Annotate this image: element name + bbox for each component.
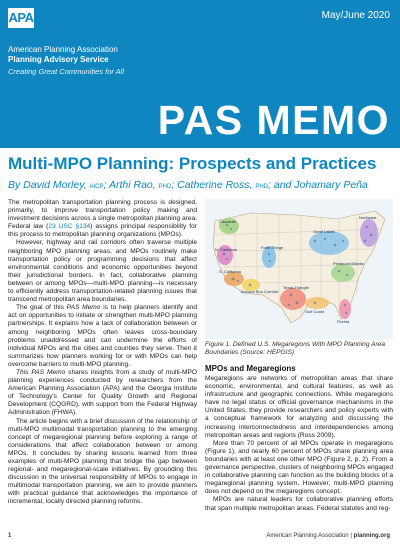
- section-heading: MPOs and Megaregions: [205, 364, 296, 373]
- megaregion-gulf-coast: [305, 297, 329, 309]
- megaregion-northeast: [360, 219, 378, 247]
- body-paragraph: [8, 304, 197, 369]
- masthead: [0, 0, 400, 148]
- org-name: American Planning Association: [8, 45, 118, 54]
- map-label: Northeast: [359, 215, 377, 220]
- page-footer: [8, 533, 390, 542]
- body-paragraph: [8, 369, 197, 418]
- paragraph-text: ) assigns principal responsibility for this process to metropolitan planning organizations (MPOs).: [8, 223, 197, 239]
- megaregion-map: [205, 199, 393, 339]
- megaregion-piedmont: [331, 264, 355, 282]
- paragraph-text: The metropolitan transportation planning process is designed, primarily, to improve transportation policy making and investment decisions across a single metropolitan planning area. Federal law (: [8, 199, 197, 231]
- author-name: Arthi Rao: [108, 179, 153, 191]
- figure-caption: Figure 1. Defined U.S. Megaregions With MPO Planning Area Boundaries (Source: HEPGIS): [205, 341, 386, 356]
- map-label: Arizona Sun Corridor: [241, 289, 279, 294]
- map-label: S. California: [219, 269, 241, 274]
- map-label: Front Range: [261, 245, 284, 250]
- page-number: 1: [8, 533, 12, 539]
- article-title: Multi-MPO Planning: Prospects and Practices: [8, 154, 377, 173]
- map-label: Gulf Coast: [305, 309, 324, 314]
- author-credential: PHD: [255, 184, 269, 190]
- megaregion-great-lakes: [309, 231, 349, 255]
- byline-prefix: By: [8, 179, 24, 191]
- author-name: David Morley: [23, 179, 84, 191]
- map-label: Great Lakes: [313, 229, 335, 234]
- map-label: Texas Triangle: [283, 285, 309, 290]
- body-paragraph: Megaregions are networks of metropolitan areas that share economic, environmental, and cultural features, as well as infrastructure and geographic connections. While megaregions have no legal status or official governance mechanisms in the United States, they provide researchers and policy experts with a conceptual framework for analyzing and discussing the increasing interconnectedness and interdependencies among metropolitan areas and regions (Ross 2009).: [205, 375, 393, 439]
- publication-title: PAS MEMO: [157, 97, 390, 143]
- map-label: Cascadia: [219, 219, 236, 224]
- footer-credit: [266, 533, 390, 539]
- publication-name: This PAS Memo: [16, 368, 66, 376]
- byline-separator: ;: [171, 179, 178, 191]
- statute-link[interactable]: 23 USC §134: [48, 223, 91, 231]
- body-paragraph: [8, 199, 197, 239]
- tagline: Creating Great Communities for All: [8, 67, 125, 76]
- right-column: [205, 364, 393, 513]
- issue-date: May/June 2020: [321, 10, 390, 21]
- author-byline: By David Morley, AICP; Arthi Rao, PHD; Catherine Ross, PHD; and Johamary Peña: [8, 179, 368, 191]
- map-label: N. California: [215, 247, 238, 252]
- megaregion-texas-triangle: [280, 288, 306, 310]
- byline-separator: ; and: [268, 179, 295, 191]
- map-label: Piedmont Atlantic: [333, 261, 364, 266]
- body-paragraph: However, highway and rail corridors often traverse multiple neighboring MPO planning areas, and MPOs routinely make transportation policy or programming decisions that affect environmental conditions and economic opportunities beyond their jurisdictional borders. In fact, collaborative planning between or among MPOs—multi-MPO planning—is necessary to efficiently address transportation-related planning issues that transcend metropolitan area boundaries.: [8, 239, 197, 304]
- body-paragraph: More than 70 percent of all MPOs operate in megaregions (Figure 1), and nearly 60 percent of MPOs share planning area boundaries with at least one other MPO (Figure 2, p. 2). From a governance perspective, clusters of neighboring MPOs engaged in collaborative planning can function as the building blocks of a megaregional planning system. However, multi-MPO planning does not depend on the megaregions concept.: [205, 439, 393, 496]
- apa-logo[interactable]: APA: [8, 8, 34, 28]
- author-credential: AICP: [89, 184, 104, 190]
- author-name: Johamary Peña: [294, 179, 368, 191]
- byline-separator: ;: [103, 179, 109, 191]
- footer-separator: |: [348, 533, 354, 539]
- paragraph-text: shares insights from a study of multi-MPO planning experiences conducted by researchers from the American Planning Association (APA) and the Georgia Institute of Technology's Center for Quality Growth and Regional Development (CQGRD), with support from the Federal Highway Administration (FHWA).: [8, 368, 197, 417]
- author-name: Catherine Ross: [177, 179, 250, 191]
- publication-name: PAS Memo: [66, 304, 101, 312]
- body-paragraph: The article begins with a brief discussion of the relationship of multi-MPO multimodal transportation planning to the emerging concept of megaregional planning before exploring a range of considerations that affect collaboration between or among MPOs. It concludes by sharing lessons learned from three examples of multi-MPO planning that bridge the gap between regional- and megaregional-scale initiatives. By grounding this discussion in the universal responsibility of MPOs to engage in multimodal transportation planning, we aim to provide planners with practical guidance that acknowledges the importance of incremental, locally directed planning reforms.: [8, 417, 197, 506]
- map-label: Florida: [337, 319, 350, 324]
- service-name: Planning Advisory Service: [8, 55, 109, 64]
- body-paragraph: MPOs are natural leaders for collaborative planning efforts that span multiple metropolitan areas. Federal statutes and reg-: [205, 496, 393, 512]
- author-credential: PHD: [158, 184, 172, 190]
- paragraph-text: is to help planners identify and act on opportunities to initiate or strengthen multi-MPO planning partnerships. It explains how a lack of collaboration between or among neighboring MPOs often leaves cross-boundary problems unaddressed and can undermine the efforts of individual MPOs and the cities and counties they serve. Then it summarizes how planners working for or with MPOs can help overcome barriers to multi-MPO planning.: [8, 304, 197, 368]
- left-column: [8, 199, 197, 507]
- footer-publisher: American Planning Association: [266, 533, 349, 539]
- megaregion-florida: [339, 299, 351, 319]
- footer-site-link[interactable]: planning.org: [353, 533, 390, 539]
- paragraph-text: The goal of this: [16, 304, 67, 312]
